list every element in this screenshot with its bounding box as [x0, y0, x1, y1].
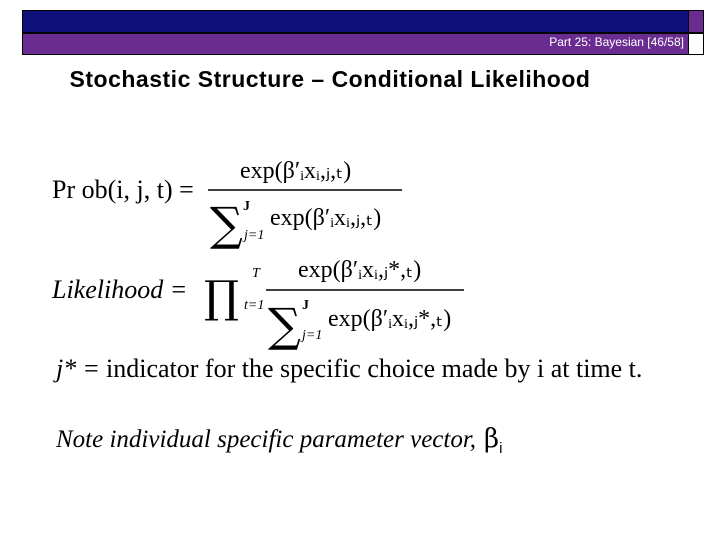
indicator-equals: =	[84, 354, 99, 383]
slide-title: Stochastic Structure – Conditional Likelihood	[69, 66, 591, 92]
note-text: Note individual specific parameter vector,	[56, 426, 477, 453]
prod-top: T	[252, 266, 260, 281]
title-bar-top	[22, 10, 689, 33]
corner-box-top	[688, 10, 704, 33]
beta-symbol: β	[484, 424, 500, 454]
indicator-rhs: indicator for the specific choice made by i at time t.	[106, 354, 643, 383]
lik-numerator: exp(β′ᵢxᵢ,ⱼ*,ₜ)	[298, 257, 422, 283]
lik-denominator: exp(β′ᵢxᵢ,ⱼ*,ₜ)	[328, 306, 452, 332]
product-sign: ∏	[204, 272, 240, 323]
prob-denominator: exp(β′ᵢxᵢ,ⱼ,ₜ)	[270, 205, 382, 231]
prod-bottom: t=1	[244, 298, 265, 313]
note-line	[56, 424, 502, 457]
prob-sum-bottom: j=1	[244, 228, 265, 243]
corner-box-bottom	[688, 33, 704, 55]
prob-sum-top: J	[243, 199, 250, 214]
prob-sum-sign: ∑	[210, 197, 243, 251]
prob-numerator: exp(β′ᵢxᵢ,ⱼ,ₜ)	[240, 158, 352, 184]
indicator-lhs: j*	[56, 354, 77, 383]
slide-label: Part 25: Bayesian [46/58]	[549, 35, 684, 49]
lik-sum-top: J	[302, 298, 309, 313]
likelihood-label: Likelihood =	[52, 275, 188, 304]
formula-block	[40, 145, 700, 385]
beta-subscript: i	[499, 440, 503, 457]
lik-sum-sign: ∑	[268, 298, 301, 352]
prob-label: Pr ob(i, j, t) =	[52, 175, 194, 204]
lik-sum-bottom: j=1	[302, 328, 323, 343]
